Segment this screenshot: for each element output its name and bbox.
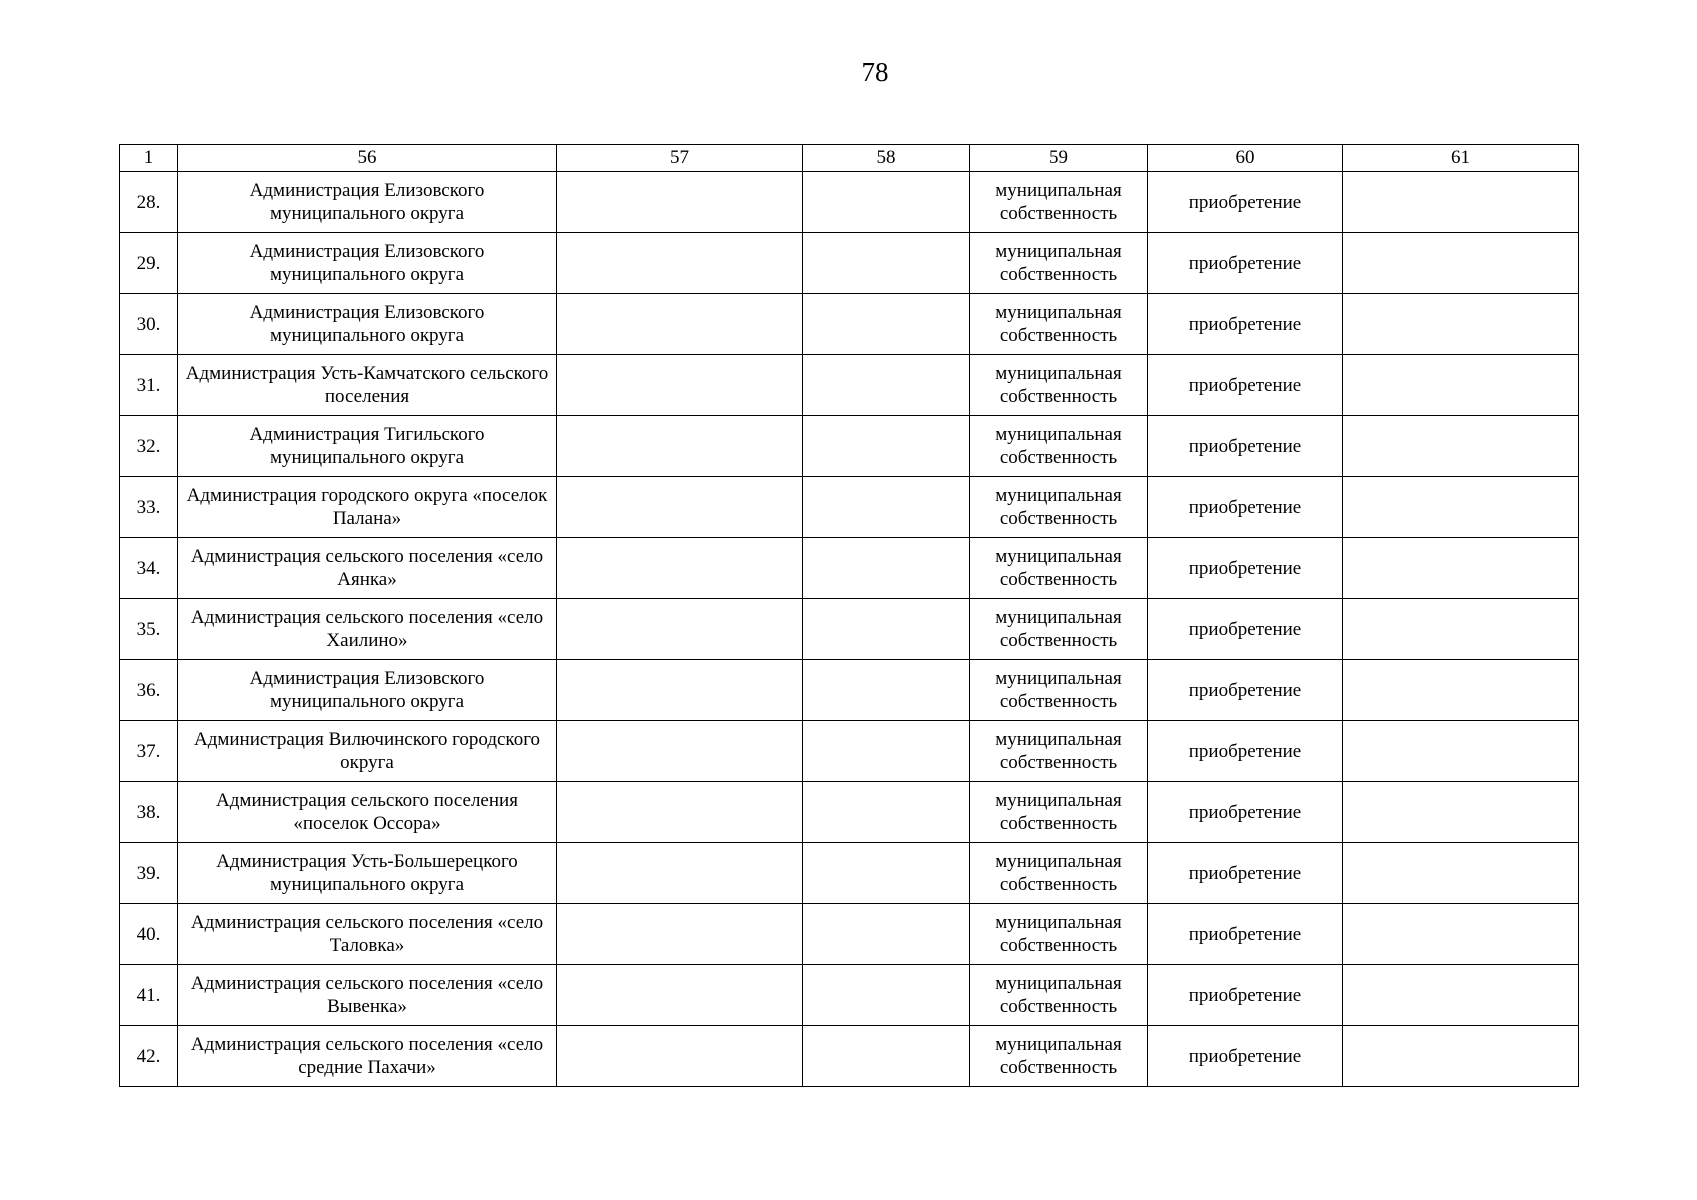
- column-58-cell: [803, 782, 970, 843]
- acquisition-method-cell: приобретение: [1148, 660, 1343, 721]
- acquisition-method-cell: приобретение: [1148, 965, 1343, 1026]
- column-61-cell: [1343, 660, 1579, 721]
- row-number-cell: 29.: [120, 233, 178, 294]
- column-58-cell: [803, 843, 970, 904]
- table-row: [120, 843, 1579, 904]
- acquisition-method-cell: приобретение: [1148, 1026, 1343, 1087]
- column-header-1: 1: [120, 145, 178, 172]
- column-61-cell: [1343, 355, 1579, 416]
- column-header-58: 58: [803, 145, 970, 172]
- column-57-cell: [557, 355, 803, 416]
- table-row: [120, 538, 1579, 599]
- column-61-cell: [1343, 843, 1579, 904]
- ownership-type-cell: муниципальная собственность: [970, 599, 1148, 660]
- table-row: [120, 904, 1579, 965]
- table-row: [120, 1026, 1579, 1087]
- acquisition-method-cell: приобретение: [1148, 599, 1343, 660]
- column-57-cell: [557, 660, 803, 721]
- column-57-cell: [557, 965, 803, 1026]
- column-61-cell: [1343, 233, 1579, 294]
- row-number-cell: 30.: [120, 294, 178, 355]
- acquisition-method-cell: приобретение: [1148, 233, 1343, 294]
- row-number-cell: 34.: [120, 538, 178, 599]
- column-header-57: 57: [557, 145, 803, 172]
- organization-name-cell: Администрация сельского поселения «село Таловка»: [178, 904, 557, 965]
- column-61-cell: [1343, 965, 1579, 1026]
- column-57-cell: [557, 721, 803, 782]
- column-57-cell: [557, 1026, 803, 1087]
- column-57-cell: [557, 172, 803, 233]
- ownership-type-cell: муниципальная собственность: [970, 172, 1148, 233]
- column-57-cell: [557, 538, 803, 599]
- row-number-cell: 37.: [120, 721, 178, 782]
- organization-name-cell: Администрация сельского поселения «село Хаилино»: [178, 599, 557, 660]
- organization-name-cell: Администрация городского округа «поселок Палана»: [178, 477, 557, 538]
- column-57-cell: [557, 782, 803, 843]
- column-61-cell: [1343, 477, 1579, 538]
- row-number-cell: 28.: [120, 172, 178, 233]
- acquisition-method-cell: приобретение: [1148, 355, 1343, 416]
- column-header-59: 59: [970, 145, 1148, 172]
- organization-name-cell: Администрация Елизовского муниципального округа: [178, 660, 557, 721]
- organization-name-cell: Администрация Усть-Камчатского сельского поселения: [178, 355, 557, 416]
- column-61-cell: [1343, 782, 1579, 843]
- organization-name-cell: Администрация сельского поселения «село Аянка»: [178, 538, 557, 599]
- ownership-type-cell: муниципальная собственность: [970, 233, 1148, 294]
- acquisition-method-cell: приобретение: [1148, 538, 1343, 599]
- table-row: [120, 477, 1579, 538]
- organization-name-cell: Администрация Вилючинского городского округа: [178, 721, 557, 782]
- column-58-cell: [803, 721, 970, 782]
- ownership-type-cell: муниципальная собственность: [970, 965, 1148, 1026]
- ownership-type-cell: муниципальная собственность: [970, 721, 1148, 782]
- column-57-cell: [557, 233, 803, 294]
- column-58-cell: [803, 660, 970, 721]
- organization-name-cell: Администрация Елизовского муниципального округа: [178, 233, 557, 294]
- row-number-cell: 32.: [120, 416, 178, 477]
- ownership-type-cell: муниципальная собственность: [970, 416, 1148, 477]
- ownership-type-cell: муниципальная собственность: [970, 782, 1148, 843]
- column-57-cell: [557, 843, 803, 904]
- ownership-type-cell: муниципальная собственность: [970, 843, 1148, 904]
- column-58-cell: [803, 599, 970, 660]
- column-57-cell: [557, 904, 803, 965]
- ownership-type-cell: муниципальная собственность: [970, 294, 1148, 355]
- row-number-cell: 42.: [120, 1026, 178, 1087]
- ownership-type-cell: муниципальная собственность: [970, 660, 1148, 721]
- column-61-cell: [1343, 294, 1579, 355]
- acquisition-method-cell: приобретение: [1148, 294, 1343, 355]
- acquisition-method-cell: приобретение: [1148, 782, 1343, 843]
- acquisition-method-cell: приобретение: [1148, 721, 1343, 782]
- column-61-cell: [1343, 599, 1579, 660]
- column-61-cell: [1343, 904, 1579, 965]
- ownership-type-cell: муниципальная собственность: [970, 904, 1148, 965]
- ownership-type-cell: муниципальная собственность: [970, 1026, 1148, 1087]
- table-row: [120, 599, 1579, 660]
- organization-name-cell: Администрация сельского поселения «село Вывенка»: [178, 965, 557, 1026]
- table-row: [120, 294, 1579, 355]
- row-number-cell: 41.: [120, 965, 178, 1026]
- row-number-cell: 36.: [120, 660, 178, 721]
- table-header-row: [120, 145, 1579, 172]
- acquisition-method-cell: приобретение: [1148, 904, 1343, 965]
- column-58-cell: [803, 172, 970, 233]
- column-58-cell: [803, 904, 970, 965]
- column-61-cell: [1343, 172, 1579, 233]
- table-row: [120, 416, 1579, 477]
- ownership-type-cell: муниципальная собственность: [970, 355, 1148, 416]
- column-61-cell: [1343, 721, 1579, 782]
- organization-name-cell: Администрация Усть-Большерецкого муниципального округа: [178, 843, 557, 904]
- data-table: [119, 144, 1579, 1087]
- column-58-cell: [803, 477, 970, 538]
- acquisition-method-cell: приобретение: [1148, 477, 1343, 538]
- table-row: [120, 172, 1579, 233]
- column-57-cell: [557, 477, 803, 538]
- acquisition-method-cell: приобретение: [1148, 172, 1343, 233]
- column-header-60: 60: [1148, 145, 1343, 172]
- column-58-cell: [803, 233, 970, 294]
- row-number-cell: 39.: [120, 843, 178, 904]
- row-number-cell: 35.: [120, 599, 178, 660]
- ownership-type-cell: муниципальная собственность: [970, 538, 1148, 599]
- column-58-cell: [803, 538, 970, 599]
- column-61-cell: [1343, 538, 1579, 599]
- table-row: [120, 233, 1579, 294]
- column-58-cell: [803, 1026, 970, 1087]
- organization-name-cell: Администрация сельского поселения «поселок Оссора»: [178, 782, 557, 843]
- table-row: [120, 782, 1579, 843]
- table-row: [120, 721, 1579, 782]
- column-58-cell: [803, 416, 970, 477]
- ownership-type-cell: муниципальная собственность: [970, 477, 1148, 538]
- table-body: [120, 172, 1579, 1087]
- acquisition-method-cell: приобретение: [1148, 843, 1343, 904]
- row-number-cell: 33.: [120, 477, 178, 538]
- column-57-cell: [557, 294, 803, 355]
- table-row: [120, 965, 1579, 1026]
- organization-name-cell: Администрация сельского поселения «село средние Пахачи»: [178, 1026, 557, 1087]
- column-57-cell: [557, 416, 803, 477]
- organization-name-cell: Администрация Елизовского муниципального округа: [178, 172, 557, 233]
- column-61-cell: [1343, 1026, 1579, 1087]
- column-61-cell: [1343, 416, 1579, 477]
- row-number-cell: 40.: [120, 904, 178, 965]
- row-number-cell: 31.: [120, 355, 178, 416]
- row-number-cell: 38.: [120, 782, 178, 843]
- table-row: [120, 355, 1579, 416]
- organization-name-cell: Администрация Елизовского муниципального округа: [178, 294, 557, 355]
- acquisition-method-cell: приобретение: [1148, 416, 1343, 477]
- page-number: 78: [861, 57, 889, 87]
- column-header-56: 56: [178, 145, 557, 172]
- column-58-cell: [803, 294, 970, 355]
- organization-name-cell: Администрация Тигильского муниципального округа: [178, 416, 557, 477]
- column-58-cell: [803, 355, 970, 416]
- column-58-cell: [803, 965, 970, 1026]
- column-header-61: 61: [1343, 145, 1579, 172]
- table-row: [120, 660, 1579, 721]
- column-57-cell: [557, 599, 803, 660]
